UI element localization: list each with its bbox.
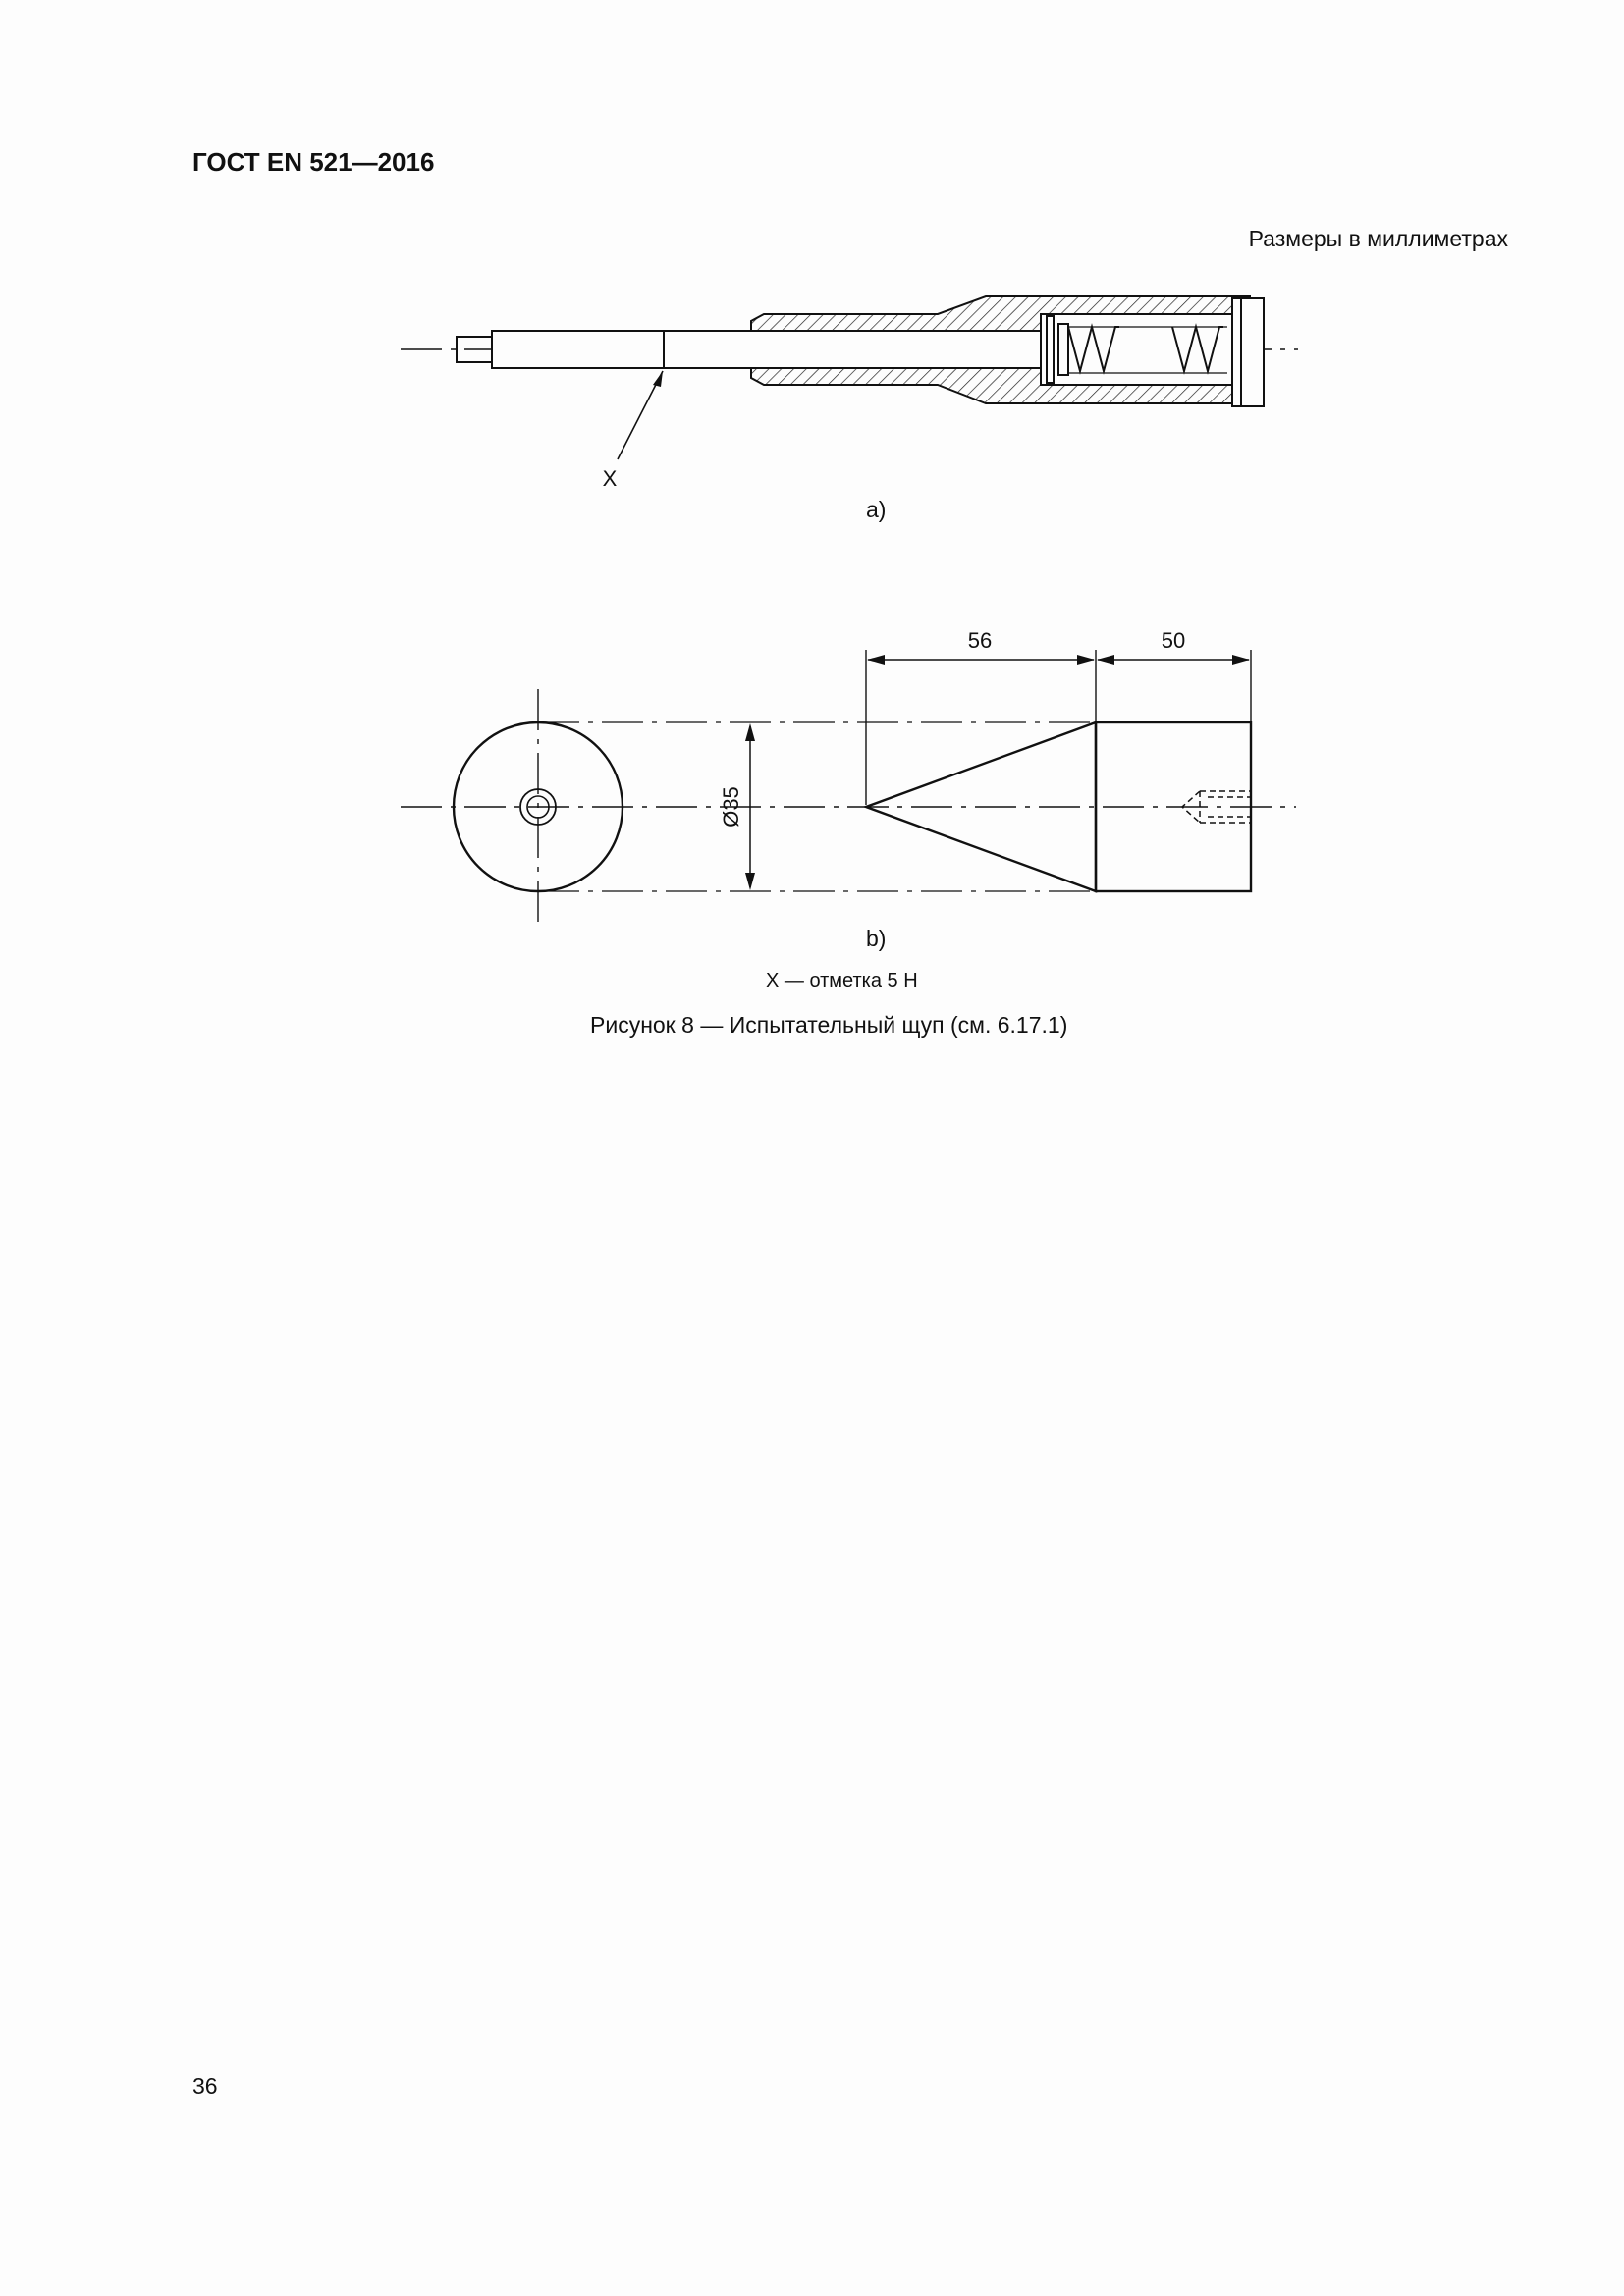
figure-legend: X — отметка 5 Н [766,970,918,991]
probe-rod [492,331,1052,368]
dimension-50 [1097,655,1250,665]
dim-text-56: 56 [967,628,993,653]
spring-seat [1058,324,1068,375]
probe-assembly-view [401,296,1298,459]
plunger-plate [1047,316,1054,383]
figure-caption: Рисунок 8 — Испытательный щуп (см. 6.17.1) [590,1012,1068,1038]
part-a-label: a) [866,497,887,522]
dimension-56 [867,655,1095,665]
part-b-label: b) [866,926,887,951]
dim-text-50: 50 [1161,628,1186,653]
dim-text-diameter: Ø35 [719,786,743,828]
cone-probe-view [401,650,1296,929]
units-note: Размеры в миллиметрах [1248,226,1508,251]
document-header: ГОСТ EN 521—2016 [192,147,435,177]
page-number: 36 [192,2073,218,2099]
callout-x-label: X [602,466,618,491]
end-cap [1232,298,1264,406]
